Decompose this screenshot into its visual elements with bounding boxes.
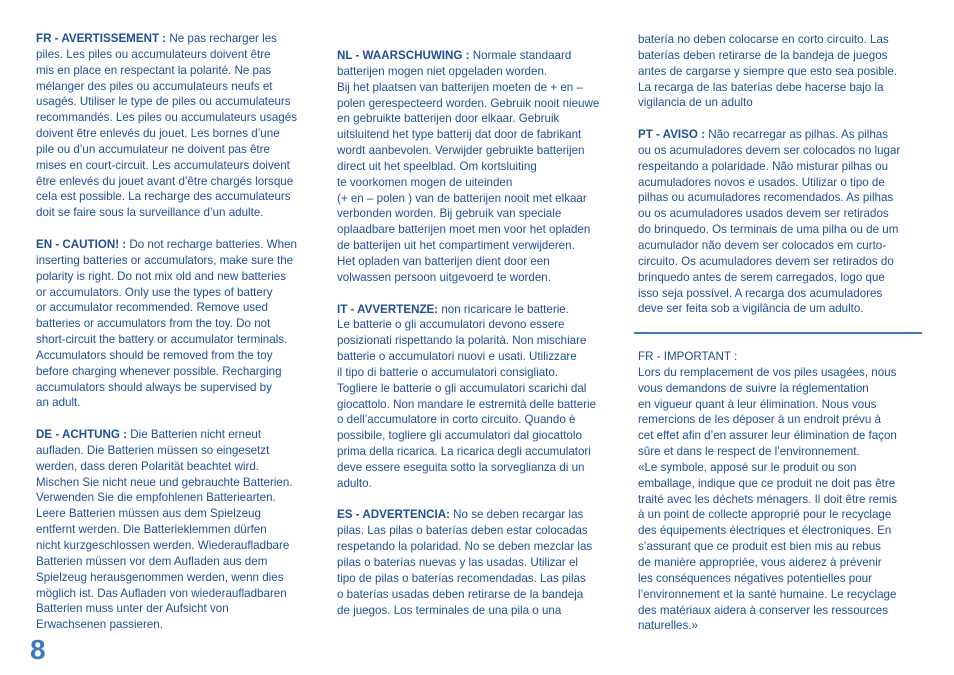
warning-es [337, 507, 627, 618]
warning-es-heading: ES - ADVERTENCIA: [337, 508, 450, 522]
warning-de [36, 427, 326, 633]
page-number: 8 [30, 634, 46, 665]
warning-en-text: Do not recharge batteries. When inserting batteries or accumulators, make sure the polarity is right. Do not mix old and new batteries or accumulators. Only use the types of battery or accumulator recommended. Remove used batteries or accumulators from the toy. Do not short-circuit the battery or accumulator terminals. Accumulators should be removed from the toy before charging whenever possible. Recharging accumulators should always be supervised by an adult. [36, 237, 297, 410]
warning-it [337, 302, 627, 492]
warning-es-continued: batería no deben colocarse en corto circuito. Las baterías deben retirarse de la bandeja de juegos antes de cargarse y siempre que esto sea posible. La recarga de las baterías debe hacerse bajo la vigilancia de un adulto [638, 33, 898, 110]
warning-nl-text: Normale standaard batterijen mogen niet opgeladen worden. Bij het plaatsen van batterijen moeten de + en – polen gerespecteerd worden. Gebruik nooit nieuwe en gebruikte batterijen door elkaar. Gebruik uitsluitend het type batterij dat door de fabrikant wordt aanbevolen. Verwijder gebruikte batterijen direct uit het speelblad. Om kortsluiting te voorkomen mogen de uiteinden (+ en – polen ) van de batterijen nooit met elkaar verbonden worden. Bij gebruik van speciale oplaadbare batterijen moet men voor het opladen de batterijen uit het compartiment verwijderen. Het opladen van batterijen dient door een volwassen persoon uitgevoerd te worden. [337, 49, 600, 284]
warning-de-heading: DE - ACHTUNG : [36, 428, 128, 442]
column-right [638, 32, 928, 333]
warning-pt-heading: PT - AVISO : [638, 128, 705, 142]
warning-it-text: non ricaricare le batterie. Le batterie o gli accumulatori devono essere posizionati rispettando la polarità. Non mischiare batterie o accumulatori nuovi e usati. Utilizzare il tipo di batterie o accumulatori consigliato. Togliere le batterie o gli accumulatori scarichi dal giocattolo. Non mandare le estremità delle batterie o dell’accumulatore in corto circuito. Quando è possibile, togliere gli accumulatori dal giocattolo prima della ricarica. La ricarica degli accumulatori deve essere eseguita sotto la sorveglianza di un adulto. [337, 302, 597, 490]
warning-es-text: No se deben recargar las pilas. Las pilas o baterías deben estar colocadas respetando la polaridad. No se deben mezclar las pilas o baterías nuevas y las usadas. Utilizar el tipo de pilas o baterías recomendadas. Las pilas o baterías usadas deben retirarse de la bandeja de juegos. Los terminales de una pila o una [337, 508, 593, 617]
warning-fr [36, 31, 326, 221]
warning-pt [638, 127, 928, 317]
warning-en-heading: EN - CAUTION! : [36, 237, 127, 251]
important-heading: FR - IMPORTANT : [638, 350, 738, 363]
important-block [638, 349, 928, 634]
warning-fr-text: Ne pas recharger les piles. Les piles ou accumulateurs doivent être mis en place en respectant la polarité. Ne pas mélanger des piles ou accumulateurs neufs et usagés. Utiliser le type de piles ou accumulateurs recommandés. Les piles ou accumulateurs usagés doivent être enlevés du jouet. Les bornes d’une pile ou d’un accumulateur ne doivent pas être mises en court-circuit. Les accumulateurs doivent être enlevés du jouet avant d’être chargés lorsque cela est possible. La recharge des accumulateurs doit se faire sous la surveillance d’un adulte. [36, 32, 297, 220]
warning-nl-heading: NL - WAARSCHUWING : [337, 49, 470, 62]
warning-fr-heading: FR - AVERTISSEMENT : [36, 32, 167, 45]
warning-en [36, 237, 326, 411]
warning-nl [337, 48, 627, 286]
section-divider [634, 332, 922, 334]
warning-de-text: Die Batterien nicht erneut aufladen. Die Batterien müssen so eingesetzt werden, dass deren Polarität beachtet wird. Mischen Sie nicht neue und gebrauchte Batterien. Verwenden Sie die empfohlenen Batteriearten. Leere Batterien müssen aus dem Spielzeug entfernt werden. Die Batterieklemmen dürfen nicht kurzgeschlossen werden. Wiederaufladbare Batterien müssen vor dem Aufladen aus dem Spielzeug herausgenommen werden, wenn dies möglich ist. Das Aufladen von wiederaufladbaren Batterien muss unter der Aufsicht von Erwachsenen passieren. [36, 428, 293, 632]
column-middle [337, 48, 627, 634]
important-text: Lors du remplacement de vos piles usagées, nous vous demandons de suivre la réglementation en vigueur quant à leur élimination. Nous vous remercions de les déposer à un endroit prévu à cet effet afin d’en assurer leur élimination de façon sûre et dans le respect de l’environnement. «Le symbole, apposé sur le produit ou son emballage, indique que ce produit ne doit pas être traité avec les déchets ménagers. Il doit être remis à un point de collecte approprié pour le recyclage des équipements électriques et électroniques. En s’assurant que ce produit est bien mis au rebus de manière appropriée, vous aiderez à prévenir les conséquences négatives potentielles pour l’environnement et la santé humaine. Le recyclage des matériaux aidera à conserver les ressources naturelles.» [638, 365, 898, 633]
warning-it-heading: IT - AVVERTENZE: [337, 302, 439, 316]
column-left [36, 31, 326, 649]
important-notice [638, 349, 928, 634]
warning-pt-text: Não recarregar as pilhas. As pilhas ou os acumuladores devem ser colocados no lugar respeitando a polaridade. Não misturar pilhas ou acumuladores novos e usados. Utilizar o tipo de pilhas ou acumuladores recomendados. As pilhas ou os acumuladores usados devem ser retirados do brinquedo. Os terminais de uma pilha ou de um acumulador não devem ser colocados em curto- circuito. Os acumuladores devem ser retirados do brinquedo antes de serem carregados, logo que isso seja possível. A recarga dos acumuladores deve ser feita sob a vigilância de um adulto. [638, 128, 901, 316]
